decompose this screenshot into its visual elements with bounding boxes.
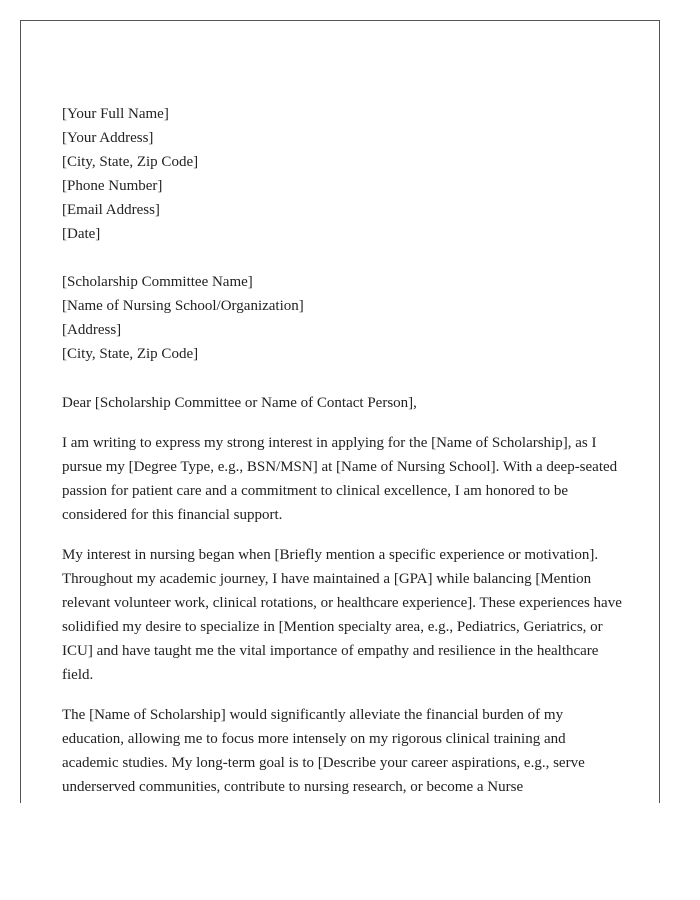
body-paragraph: I am writing to express my strong interest in applying for the [Name of Scholarship], as I pursue my [Degree Type, e.g., BSN/MSN] at [Name of Nursing School]. With a deep-seated passion for patient care and a commitment to clinical excellence, I am honored to be considered for this financial support. bbox=[62, 435, 618, 523]
recipient-block bbox=[62, 270, 622, 366]
recipient-organization: [Name of Nursing School/Organization] bbox=[62, 298, 304, 314]
salutation: Dear [Scholarship Committee or Name of Contact Person], bbox=[62, 395, 417, 411]
body-paragraph: The [Name of Scholarship] would significantly alleviate the financial burden of my education, allowing me to focus more intensely on my rigorous clinical training and academic studies. My long-term goal is to [Describe your career aspirations, e.g., serve underserved communities, contribute to nursing research, or become a Nurse bbox=[62, 707, 585, 795]
sender-phone: [Phone Number] bbox=[62, 178, 163, 194]
sender-address: [Your Address] bbox=[62, 130, 154, 146]
recipient-city-state-zip: [City, State, Zip Code] bbox=[62, 346, 199, 362]
recipient-committee-name: [Scholarship Committee Name] bbox=[62, 274, 253, 290]
sender-block bbox=[62, 102, 622, 246]
letter-content bbox=[62, 102, 622, 799]
sender-email: [Email Address] bbox=[62, 202, 160, 218]
letter-page bbox=[20, 20, 660, 803]
letter-date: [Date] bbox=[62, 226, 101, 242]
recipient-address: [Address] bbox=[62, 322, 122, 338]
sender-city-state-zip: [City, State, Zip Code] bbox=[62, 154, 199, 170]
sender-full-name: [Your Full Name] bbox=[62, 106, 169, 122]
body-paragraph: My interest in nursing began when [Briefly mention a specific experience or motivation]. Throughout my academic journey, I have maintained a [GPA] while balancing [Mention relevant volunteer work, clinical rotations, or healthcare experience]. These experiences have solidified my desire to specialize in [Mention specialty area, e.g., Pediatrics, Geriatrics, or ICU] and have taught me the vital importance of empathy and resilience in the healthcare field. bbox=[62, 547, 622, 683]
